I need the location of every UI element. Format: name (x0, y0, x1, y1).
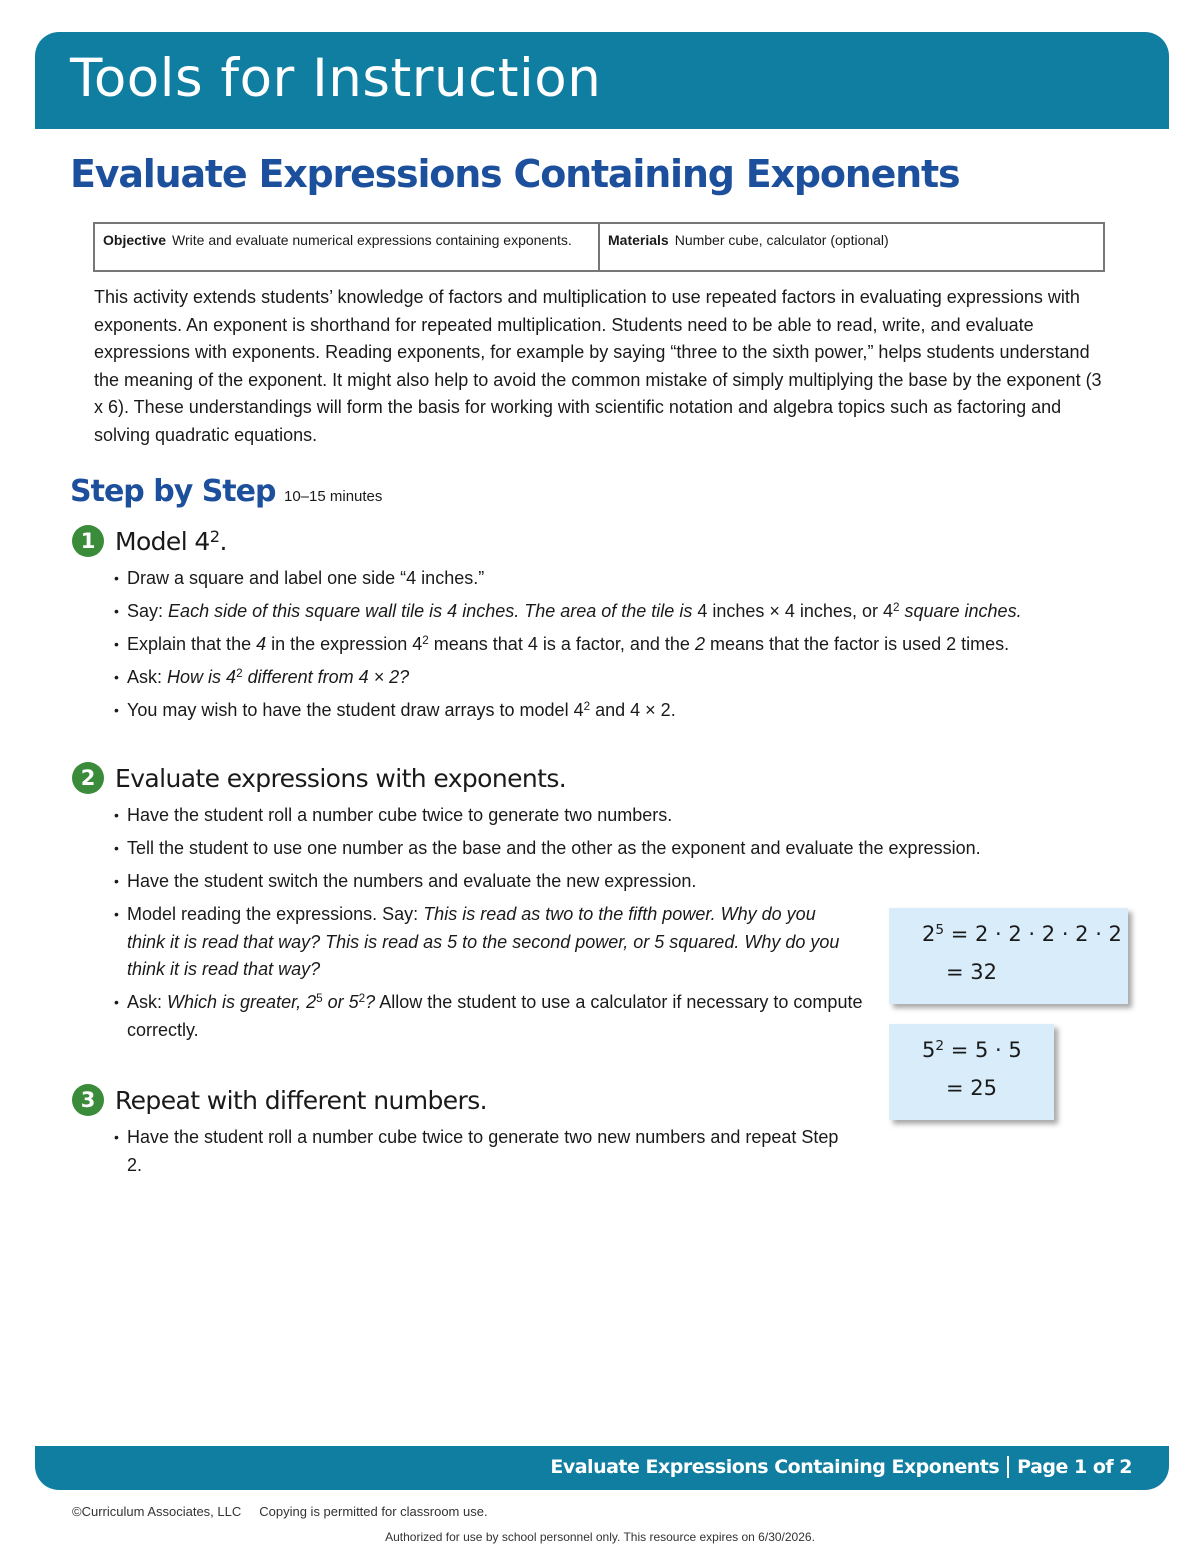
footer-text (550, 1456, 1132, 1478)
step-2-bullet-5-rest: Allow the student to use a calculator if necessary to compute correctly. (127, 992, 863, 1040)
step-1-bullet-3-a: Explain that the (127, 634, 252, 654)
example-1-result: = 32 (946, 960, 997, 984)
copyright-owner: ©Curriculum Associates, LLC (72, 1504, 242, 1519)
list-item (114, 565, 1114, 593)
footer-divider (1007, 1456, 1009, 1478)
intro-paragraph: This activity extends students’ knowledge of factors and multiplication to use repeated factors in evaluating expressions with exponents. An exponent is shorthand for repeated multiplication. Students need to be able to read, write, and evaluate expressions with exponents. Reading exponents, for example by saying “three to the sixth power,” helps students understand the meaning of the exponent. It might also help to avoid the common mistake of simply multiplying the base by the exponent (3 x 6). These understandings will form the basis for working with scientific notation and algebra topics such as factoring and solving quadratic equations. (94, 287, 1102, 445)
step-1-number: 1 (72, 525, 104, 557)
list-item (114, 868, 1114, 896)
step-1-title (115, 527, 227, 556)
step-2-bullet-2: Tell the student to use one number as the base and the other as the exponent and evaluate the expression. (127, 838, 981, 858)
step-1-bullets (114, 565, 1114, 730)
example-box-5-to-2 (889, 1024, 1054, 1120)
step-1-bullet-3-f: 2 (694, 634, 705, 654)
step-1-header (72, 525, 227, 557)
step-1-bullet-4-q1: How is 4 (167, 667, 237, 687)
step-1-bullet-3-e: means that 4 is a factor, and the (433, 634, 690, 654)
step-2-bullet-5-ask: Ask: (127, 992, 163, 1012)
example-1-expansion: = 2 · 2 · 2 · 2 · 2 (944, 922, 1122, 946)
step-1-bullet-5-a: You may wish to have the student draw arrays to model 4 (127, 700, 584, 720)
footer-page-number: Page 1 of 2 (1017, 1456, 1132, 1478)
step-2-bullet-5-exp1: 5 (316, 992, 323, 1006)
example-2-result: = 25 (946, 1076, 997, 1100)
list-item (114, 901, 857, 984)
example-box-2-to-5 (889, 908, 1128, 1004)
materials-text: Number cube, calculator (optional) (674, 232, 889, 248)
objective-materials-table (93, 222, 1105, 272)
step-3-bullets (114, 1124, 854, 1185)
header-title: Tools for Instruction (70, 48, 602, 109)
step-1-bullet-5-exp: 2 (583, 700, 591, 714)
footer-title: Evaluate Expressions Containing Exponents (550, 1456, 1000, 1478)
step-3-bullet-1: Have the student roll a number cube twice to generate two new numbers and repeat Step 2. (127, 1127, 839, 1175)
list-item (114, 598, 1114, 626)
list-item (114, 989, 867, 1044)
example-1-base: 2 (922, 922, 936, 946)
step-2-number: 2 (72, 762, 104, 794)
step-1-bullet-4-exp: 2 (236, 667, 243, 681)
example-2-exp: 2 (935, 1038, 945, 1055)
step-1-bullet-2-say: Say: (127, 601, 164, 621)
copyright-permission: Copying is permitted for classroom use. (259, 1504, 488, 1519)
step-2-bullet-5-qmark: ? (365, 992, 376, 1012)
step-2-title: Evaluate expressions with exponents. (115, 763, 567, 793)
step-2-bullet-5-exp2: 2 (358, 992, 366, 1006)
example-2-expansion: = 5 · 5 (944, 1038, 1022, 1062)
step-1-bullet-3-b: 4 (256, 634, 267, 654)
step-1-title-base: Model 4 (115, 526, 210, 556)
step-3-number: 3 (72, 1084, 104, 1116)
step-by-step-time: 10–15 minutes (284, 488, 383, 505)
step-3-title: Repeat with different numbers. (115, 1085, 487, 1115)
step-1-bullet-3-g: means that the factor is used 2 times. (709, 634, 1010, 654)
example-1-exp: 5 (935, 922, 945, 939)
step-1-bullet-2-quote: Each side of this square wall tile is 4 inches. The area of the tile is (168, 601, 693, 621)
step-1-bullet-3-c: in the expression 4 (271, 634, 423, 654)
list-item (114, 631, 1114, 659)
objective-text: Write and evaluate numerical expressions containing exponents. (172, 232, 572, 248)
step-by-step-heading: Step by Step (70, 474, 276, 509)
step-1-title-end: . (219, 526, 227, 556)
step-1-bullet-4-ask: Ask: (127, 667, 163, 687)
step-1-bullet-4-q2: different from 4 × 2? (247, 667, 410, 687)
step-1-title-exp: 2 (209, 526, 220, 546)
materials-label: Materials (608, 232, 669, 248)
page-title: Evaluate Expressions Containing Exponents (70, 152, 960, 196)
list-item (114, 835, 1114, 863)
step-2-bullet-3: Have the student switch the numbers and evaluate the new expression. (127, 871, 697, 891)
step-3-header (72, 1084, 487, 1116)
step-1-bullet-2-exp: 2 (892, 601, 900, 615)
step-2-header (72, 762, 566, 794)
list-item (114, 802, 1114, 830)
example-2-expansion-line (922, 1038, 1022, 1062)
list-item (114, 697, 1114, 725)
example-1-expansion-line (922, 922, 1122, 946)
step-1-bullet-2-unit: square inches. (904, 601, 1022, 621)
step-1-bullet-2-area: 4 inches × 4 inches, or 4 (697, 601, 893, 621)
materials-cell (600, 224, 897, 270)
authorization-notice: Authorized for use by school personnel only. This resource expires on 6/30/2026. (385, 1530, 815, 1544)
step-1-bullet-3-d: 2 (422, 634, 429, 648)
copyright-line (72, 1504, 488, 1519)
step-2-bullet-4-say: Model reading the expressions. Say: (127, 904, 419, 924)
step-1-bullet-1: Draw a square and label one side “4 inches.” (127, 568, 485, 588)
step-2-bullet-1: Have the student roll a number cube twice to generate two numbers. (127, 805, 673, 825)
objective-cell (95, 224, 600, 270)
step-2-bullet-5-q2: or 5 (327, 992, 359, 1012)
step-2-bullet-5-q1: Which is greater, 2 (167, 992, 317, 1012)
step-2-bullet-4-quote: This is read as two to the fifth power. Why do you think it is read that way? This is read as 5 to the second power, or 5 squared. Why do you think it is read that way? (127, 904, 840, 979)
objective-label: Objective (103, 232, 167, 248)
list-item (114, 1124, 854, 1179)
list-item (114, 664, 1114, 692)
example-2-base: 5 (922, 1038, 936, 1062)
step-1-bullet-5-c: and 4 × 2. (595, 700, 676, 720)
